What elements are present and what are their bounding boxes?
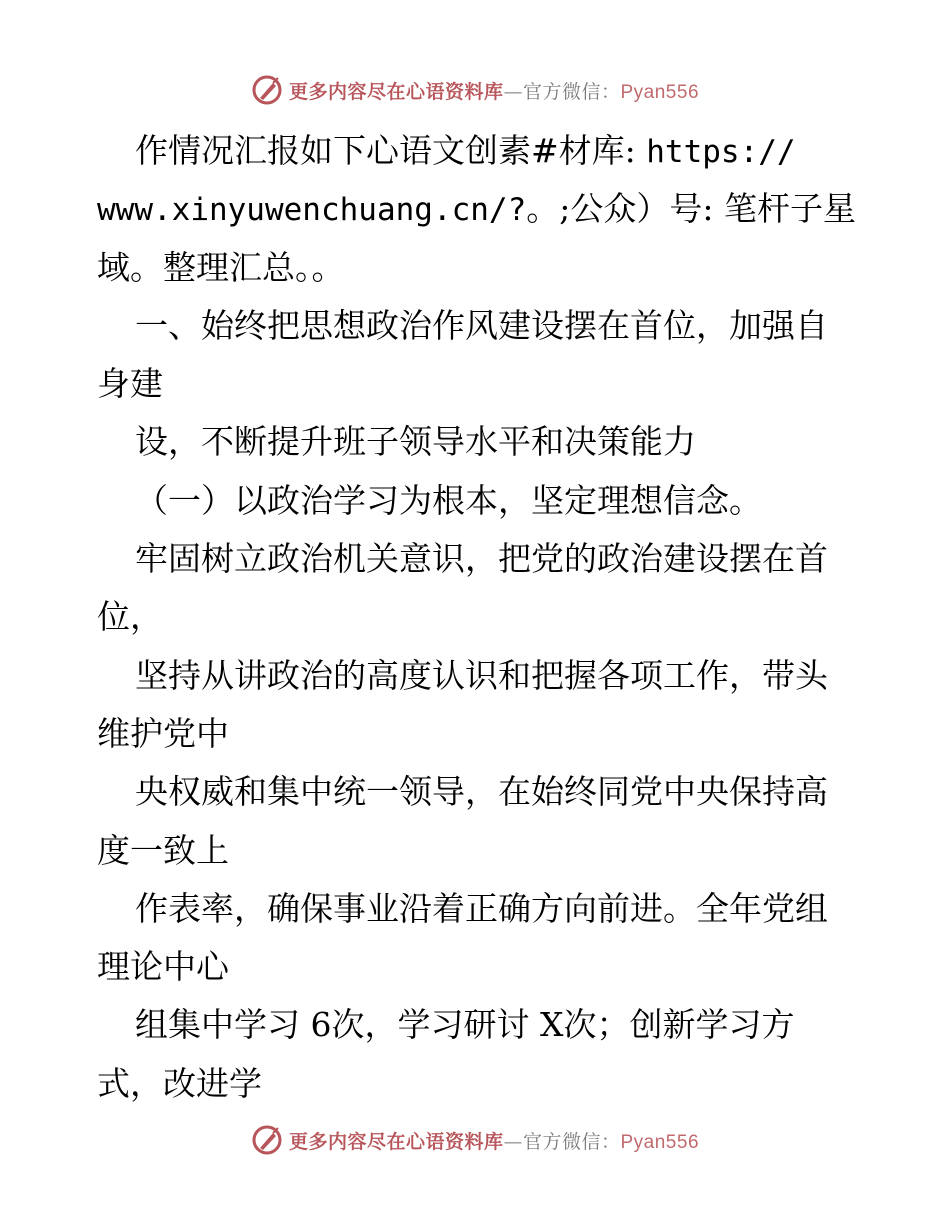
quill-pen-logo-icon xyxy=(251,1124,283,1156)
watermark-wechat-label: 官方微信： xyxy=(522,80,621,103)
watermark-text xyxy=(289,77,699,104)
doc-line-1-url: https:// xyxy=(646,134,796,170)
watermark-wechat-label: 官方微信： xyxy=(522,1130,621,1153)
watermark-dash: — xyxy=(503,1130,523,1153)
watermark-text xyxy=(289,1127,699,1154)
document-body xyxy=(97,122,857,1113)
doc-line-3: 域。整理汇总。。 xyxy=(97,247,345,287)
doc-line-9: 位， xyxy=(97,597,163,637)
doc-line-15: 理论中心 xyxy=(97,947,229,987)
doc-line-1 xyxy=(97,122,857,180)
doc-line-8: 牢固树立政治机关意识，把党的政治建设摆在首 xyxy=(135,539,828,579)
doc-line-2-text: 。;公众）号: 笔杆子星 xyxy=(526,189,856,229)
doc-line-2-url: www.xinyuwenchuang.cn/? xyxy=(97,192,527,229)
doc-line-11: 维护党中 xyxy=(97,713,229,753)
doc-line-5: 身建 xyxy=(97,364,163,404)
doc-line-7: （一）以政治学习为根本，坚定理想信念。 xyxy=(135,480,762,520)
header-watermark-banner xyxy=(0,70,950,110)
watermark-dash: — xyxy=(503,80,523,103)
watermark-wechat-id: Pyan556 xyxy=(620,1131,700,1153)
doc-line-16: 组集中学习 6次，学习研讨 X次；创新学习方 xyxy=(135,1005,795,1045)
doc-line-13: 度一致上 xyxy=(97,830,229,870)
quill-pen-logo-icon xyxy=(251,74,283,106)
watermark-wechat-id: Pyan556 xyxy=(620,81,700,103)
watermark-lead: 更多内容尽在心语资料库 xyxy=(288,80,504,103)
doc-line-6: 设，不断提升班子领导水平和决策能力 xyxy=(135,422,696,462)
watermark-lead: 更多内容尽在心语资料库 xyxy=(288,1130,504,1153)
doc-line-12: 央权威和集中统一领导，在始终同党中央保持高 xyxy=(135,772,828,812)
footer-watermark-banner xyxy=(0,1120,950,1160)
doc-line-17: 式，改进学 xyxy=(97,1063,262,1103)
doc-line-2 xyxy=(97,180,857,238)
doc-line-10: 坚持从讲政治的高度认识和把握各项工作，带头 xyxy=(135,655,828,695)
doc-line-1-text: 作情况汇报如下心语文创素#材库: xyxy=(135,131,647,170)
doc-line-4: 一、始终把思想政治作风建设摆在首位，加强自 xyxy=(135,305,828,345)
doc-line-14: 作表率，确保事业沿着正确方向前进。全年党组 xyxy=(135,888,828,928)
